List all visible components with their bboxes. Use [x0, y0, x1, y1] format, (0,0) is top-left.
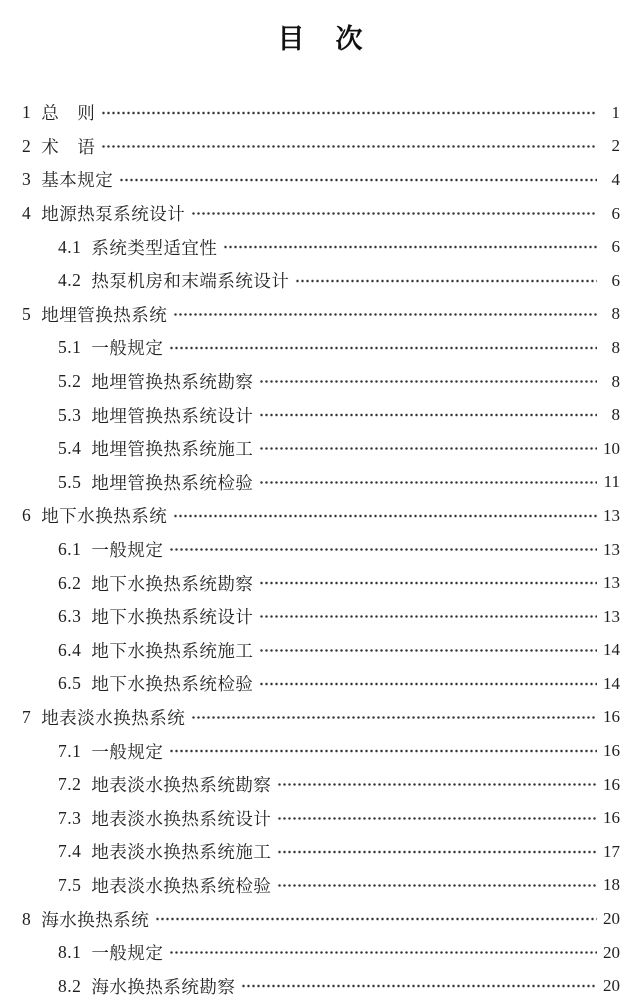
toc-entry-number: 6 — [22, 505, 32, 526]
toc-entry-label: 地下水换热系统检验 — [91, 674, 254, 695]
toc-dot-leader — [259, 642, 597, 660]
toc-entry-label: 地埋管换热系统设计 — [91, 405, 254, 426]
toc-entry-label: 一般规定 — [91, 943, 164, 964]
toc-dot-leader — [169, 944, 597, 962]
toc-entry-page: 6 — [611, 270, 620, 290]
toc-dot-leader — [173, 306, 597, 324]
toc-dot-leader — [259, 574, 597, 592]
toc-entry — [22, 533, 620, 567]
toc-entry — [22, 466, 620, 500]
toc-entry-page: 16 — [603, 741, 620, 761]
toc-entry — [22, 600, 620, 634]
toc-dot-leader — [241, 977, 597, 995]
toc-entry-number: 7.3 — [58, 807, 82, 828]
toc-entry-label: 地下水换热系统 — [41, 506, 168, 527]
toc-entry-number: 7 — [22, 706, 32, 727]
toc-entry-number: 4.2 — [58, 270, 82, 291]
toc-entry-label: 地表淡水换热系统检验 — [91, 875, 272, 896]
toc-entry-number: 3 — [22, 169, 32, 190]
toc-entry-label: 地埋管换热系统施工 — [91, 439, 254, 460]
toc-entry-number: 6.3 — [58, 606, 82, 627]
toc-entry-label: 一般规定 — [91, 540, 164, 561]
toc-entry — [22, 365, 620, 399]
toc-dot-leader — [173, 507, 597, 525]
toc-entry-number: 7.5 — [58, 874, 82, 895]
toc-entry-page: 16 — [603, 707, 620, 727]
toc-entry-page: 20 — [603, 942, 620, 962]
toc-dot-leader — [259, 373, 597, 391]
toc-entry — [22, 499, 620, 533]
toc-entry — [22, 96, 620, 130]
toc-entry-label: 地表淡水换热系统勘察 — [91, 775, 272, 796]
toc-entry-label: 热泵机房和末端系统设计 — [91, 271, 290, 292]
toc-entry — [22, 801, 620, 835]
toc-entry-page: 20 — [603, 909, 620, 929]
toc-dot-leader — [169, 742, 597, 760]
toc-entry-page: 4 — [611, 169, 620, 189]
toc-dot-leader — [169, 339, 597, 357]
toc-dot-leader — [101, 104, 597, 122]
toc-entry-number: 8.1 — [58, 942, 82, 963]
toc-entry-label: 地表淡水换热系统 — [41, 707, 186, 728]
toc-entry — [22, 163, 620, 197]
toc-entry-page: 13 — [603, 539, 620, 559]
toc-dot-leader — [259, 608, 597, 626]
toc-entry-page: 11 — [603, 472, 620, 492]
toc-entry-page: 14 — [603, 640, 620, 660]
toc-dot-leader — [101, 138, 597, 156]
toc-entry — [22, 701, 620, 735]
toc-entry-number: 6.5 — [58, 673, 82, 694]
toc-entry-page: 13 — [603, 573, 620, 593]
toc-entry-label: 地下水换热系统设计 — [91, 607, 254, 628]
toc-entry-number: 7.2 — [58, 774, 82, 795]
toc-dot-leader — [259, 675, 597, 693]
toc-entry-number: 5 — [22, 303, 32, 324]
toc-entry-page: 8 — [611, 405, 620, 425]
toc-entry — [22, 566, 620, 600]
toc-entry-number: 5.2 — [58, 371, 82, 392]
toc-entry — [22, 331, 620, 365]
toc-entry-label: 海水换热系统 — [41, 909, 150, 930]
toc-entry-number: 6.2 — [58, 572, 82, 593]
toc-entry-page: 8 — [611, 371, 620, 391]
toc-entry — [22, 264, 620, 298]
toc-entry-label: 总 则 — [41, 103, 96, 124]
toc-entry-label: 地埋管换热系统 — [41, 304, 168, 325]
toc-entry-page: 20 — [603, 976, 620, 996]
toc-entry-number: 5.1 — [58, 337, 82, 358]
toc-entry-number: 2 — [22, 135, 32, 156]
toc-dot-leader — [119, 171, 597, 189]
toc-entry — [22, 432, 620, 466]
toc-entry-label: 系统类型适宜性 — [91, 237, 218, 258]
toc-entry — [22, 298, 620, 332]
toc-dot-leader — [277, 877, 597, 895]
toc-dot-leader — [169, 541, 597, 559]
toc-entry-label: 海水换热系统勘察 — [91, 976, 236, 997]
toc-dot-leader — [277, 810, 597, 828]
toc-dot-leader — [295, 272, 597, 290]
toc-dot-leader — [191, 205, 597, 223]
toc-entry-number: 8.2 — [58, 975, 82, 996]
toc-entry-page: 13 — [603, 505, 620, 525]
toc-entry-page: 6 — [611, 237, 620, 257]
toc-entry-page: 14 — [603, 673, 620, 693]
toc-entry-page: 18 — [603, 875, 620, 895]
toc-entry — [22, 869, 620, 903]
toc-entry-page: 10 — [603, 438, 620, 458]
toc-entry — [22, 634, 620, 668]
toc-entry-label: 一般规定 — [91, 338, 164, 359]
toc-entry-label: 术 语 — [41, 136, 96, 157]
toc-entry — [22, 197, 620, 231]
toc-entry-page: 17 — [603, 841, 620, 861]
toc-entry-label: 地表淡水换热系统施工 — [91, 842, 272, 863]
toc-entry-label: 地下水换热系统施工 — [91, 640, 254, 661]
toc-entry-number: 4.1 — [58, 236, 82, 257]
toc-entry-label: 一般规定 — [91, 741, 164, 762]
toc-entry-page: 6 — [611, 203, 620, 223]
toc-entry-number: 1 — [22, 102, 32, 123]
toc-entry-page: 16 — [603, 774, 620, 794]
toc-entry-page: 1 — [611, 102, 620, 122]
toc-entry-label: 地表淡水换热系统设计 — [91, 808, 272, 829]
toc-entry — [22, 398, 620, 432]
toc-entry-label: 地埋管换热系统勘察 — [91, 372, 254, 393]
toc-entry-page: 8 — [611, 337, 620, 357]
toc-entry — [22, 734, 620, 768]
toc-entry-number: 5.4 — [58, 438, 82, 459]
toc-entry — [22, 969, 620, 1003]
toc-entry-page: 2 — [611, 136, 620, 156]
toc-entry — [22, 230, 620, 264]
toc-entry — [22, 768, 620, 802]
toc-dot-leader — [259, 406, 597, 424]
toc-entry-number: 7.4 — [58, 841, 82, 862]
toc-entry-number: 5.5 — [58, 471, 82, 492]
toc-entry-label: 地下水换热系统勘察 — [91, 573, 254, 594]
toc-entry-number: 4 — [22, 203, 32, 224]
page-title: 目 次 — [277, 24, 365, 54]
toc-dot-leader — [259, 440, 597, 458]
toc-dot-leader — [223, 238, 597, 256]
toc-entry-page: 8 — [611, 304, 620, 324]
toc-entry-number: 6.1 — [58, 539, 82, 560]
toc-entry-label: 地埋管换热系统检验 — [91, 472, 254, 493]
toc-entry-number: 5.3 — [58, 404, 82, 425]
toc-entry — [22, 835, 620, 869]
toc-entry — [22, 667, 620, 701]
toc-dot-leader — [155, 910, 597, 928]
toc-entry — [22, 130, 620, 164]
toc-entry-label: 基本规定 — [41, 170, 114, 191]
toc-entry-number: 8 — [22, 908, 32, 929]
toc-dot-leader — [259, 474, 597, 492]
toc-entry-label: 地源热泵系统设计 — [41, 204, 186, 225]
toc-dot-leader — [277, 776, 597, 794]
toc-entry — [22, 936, 620, 970]
toc-dot-leader — [191, 709, 597, 727]
toc-entry-number: 7.1 — [58, 740, 82, 761]
toc-entry-page: 13 — [603, 606, 620, 626]
toc-entry — [22, 902, 620, 936]
toc-list — [22, 96, 620, 1003]
toc-entry-number: 6.4 — [58, 639, 82, 660]
toc-entry-page: 16 — [603, 808, 620, 828]
toc-dot-leader — [277, 843, 597, 861]
